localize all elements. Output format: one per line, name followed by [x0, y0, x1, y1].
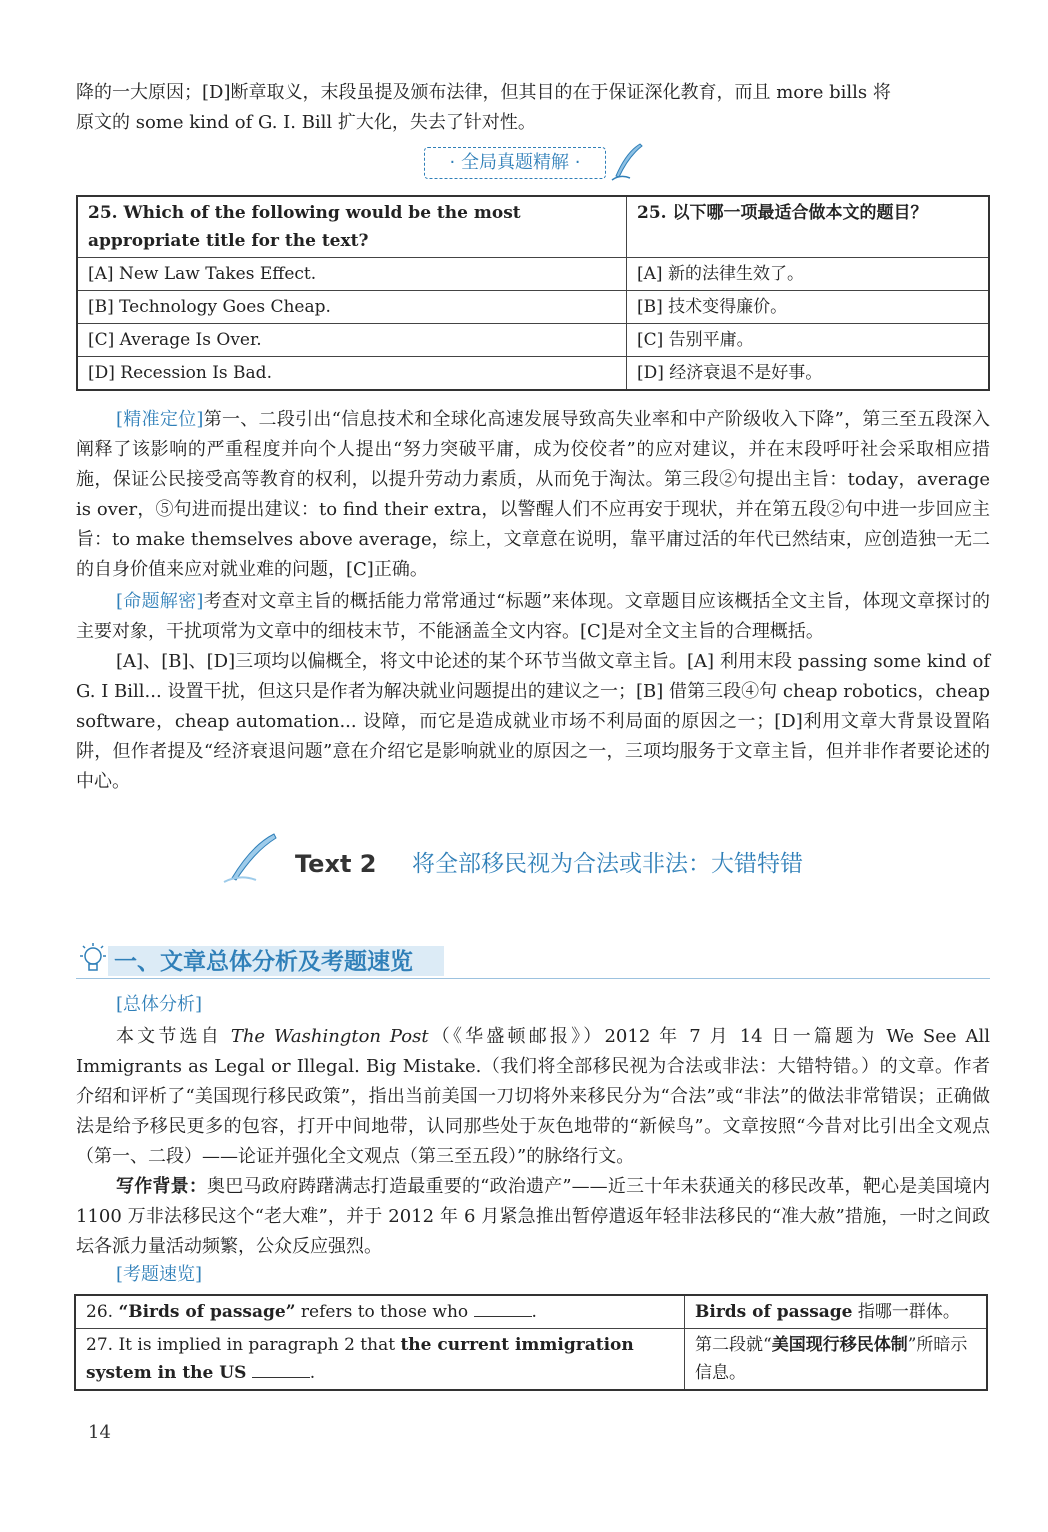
analysis-paragraph-1: [精准定位]第一、二段引出“信息技术和全球化高速发展导致高失业率和中产阶级收入下降”，第三至五段深入阐释了该影响的严重程度并向个人提出“努力突破平庸，成为佼佼者”的应对建议，并在末段呼吁社会采取相应措施，保证公民接受高等教育的权利，以提升劳动力素质，从而免于淘汰。第三段②句提出主旨：today，average is over，⑤句进而提出建议：to find their extra，以警醒人们不应再安于现状，并在第五段②句中进一步回应主旨：to make themselves above average，综上，文章意在说明，靠平庸过活的年代已然结束，应创造独一无二的自身价值来应对就业难的问题，[C]正确。 [76, 409, 991, 580]
table-row [77, 324, 989, 357]
q25-option-c-zh: [C] 告别平庸。 [627, 324, 990, 357]
q27-en: 27. It is implied in paragraph 2 that the current immigration system in the US . [75, 1329, 685, 1391]
q25-option-b-en: [B] Technology Goes Cheap. [77, 291, 627, 324]
q25-en-question: 25. Which of the following would be the most appropriate title for the text? [77, 196, 627, 258]
q25-option-a-zh: [A] 新的法律生效了。 [627, 258, 990, 291]
answer-blank [252, 1359, 310, 1378]
q26-en: 26. “Birds of passage” refers to those who . [75, 1295, 685, 1329]
table-row [77, 258, 989, 291]
q27-zh: 第二段就“美国现行移民体制”所暗示信息。 [685, 1329, 988, 1391]
background-paragraph: 写作背景：奥巴马政府踌躇满志打造最重要的“政治遗产”——近三十年未获通关的移民改革，靶心是美国境内 1100 万非法移民这个“老大难”，并于 2012 年 6 月紧急推出暂停遣返年轻非法移民的“准大赦”措施，一时之间政坛各派力量活动频繁，公众反应强烈。 [76, 1176, 990, 1257]
intro-line-2: 原文的 some kind of G. I. Bill 扩大化，失去了针对性。 [76, 112, 536, 133]
table-row [75, 1295, 987, 1329]
analysis-paragraph-3: [A]、[B]、[D]三项均以偏概全，将文中论述的某个环节当做文章主旨。[A] 利用末段 passing some kind of G. I Bill... 设置干扰，但这只是作者为解决就业问题提出的建议之一；[B] 借第三段④句 cheap robotics，cheap software，cheap automation... 设障，而它是造成就业市场不利局面的原因之一；[D]利用文章大背景设置陷阱，但作者提及“经济衰退问题”意在介绍它是影响就业的原因之一，三项均服务于文章主旨，但并非作者要论述的中心。 [76, 651, 990, 792]
analysis-paragraph-2: [命题解密]考查对文章主旨的概括能力常常通过“标题”来体现。文章题目应该概括全文主旨，体现文章探讨的主要对象，干扰项常为文章中的细枝末节，不能涵盖全文内容。[C]是对全文主旨的合理概括。 [76, 591, 991, 642]
page-number: 14 [88, 1422, 111, 1443]
quill-pen-icon [222, 832, 278, 884]
text2-label: Text 2 [295, 850, 377, 878]
q25-option-d-zh: [D] 经济衰退不是好事。 [627, 357, 990, 391]
section-badge: · 全局真题精解 · [424, 147, 606, 179]
q25-option-c-en: [C] Average Is Over. [77, 324, 627, 357]
q25-option-a-en: [A] New Law Takes Effect. [77, 258, 627, 291]
q25-option-d-en: [D] Recession Is Bad. [77, 357, 627, 391]
intro-line-1: 降的一大原因；[D]断章取义，末段虽提及颁布法律，但其目的在于保证深化教育，而且 more bills 将 [76, 82, 891, 103]
overall-paragraph: 本文节选自 The Washington Post（《华盛顿邮报》）2012 年 7 月 14 日一篇题为 We See All Immigrants as Legal or Illegal. Big Mistake.（我们将全部移民视为合法或非法：大错特错。）的文章。作者介绍和评析了“美国现行移民政策”，指出当前美国一刀切将外来移民分为“合法”或“非法”的做法非常错误；正确做法是给予移民更多的包容，打开中间地带，认同那些处于灰色地带的“新候鸟”。文章按照“今昔对比引出全文观点（第一、二段）——论证并强化全文观点（第三至五段）”的脉络行文。 [76, 1026, 990, 1167]
quill-pen-icon [608, 142, 644, 182]
tag-question-preview: [考题速览] [116, 1264, 203, 1285]
section-1-title: 一、文章总体分析及考题速览 [114, 949, 413, 975]
preview-table [74, 1294, 988, 1391]
q25-option-b-zh: [B] 技术变得廉价。 [627, 291, 990, 324]
tag-question-design: [命题解密] [116, 591, 204, 612]
answer-blank [474, 1298, 532, 1317]
tag-precise-location: [精准定位] [116, 409, 204, 430]
q25-zh-question: 25. 以下哪一项最适合做本文的题目？ [627, 196, 990, 258]
text2-title: 将全部移民视为合法或非法：大错特错 [412, 851, 803, 877]
section-divider [76, 978, 990, 979]
q26-zh: Birds of passage 指哪一群体。 [685, 1295, 988, 1329]
lightbulb-icon [78, 942, 108, 976]
table-row [77, 196, 989, 258]
table-row [77, 357, 989, 391]
tag-overall-analysis: [总体分析] [116, 994, 203, 1015]
table-row [75, 1329, 987, 1391]
q25-table [76, 195, 990, 391]
table-row [77, 291, 989, 324]
